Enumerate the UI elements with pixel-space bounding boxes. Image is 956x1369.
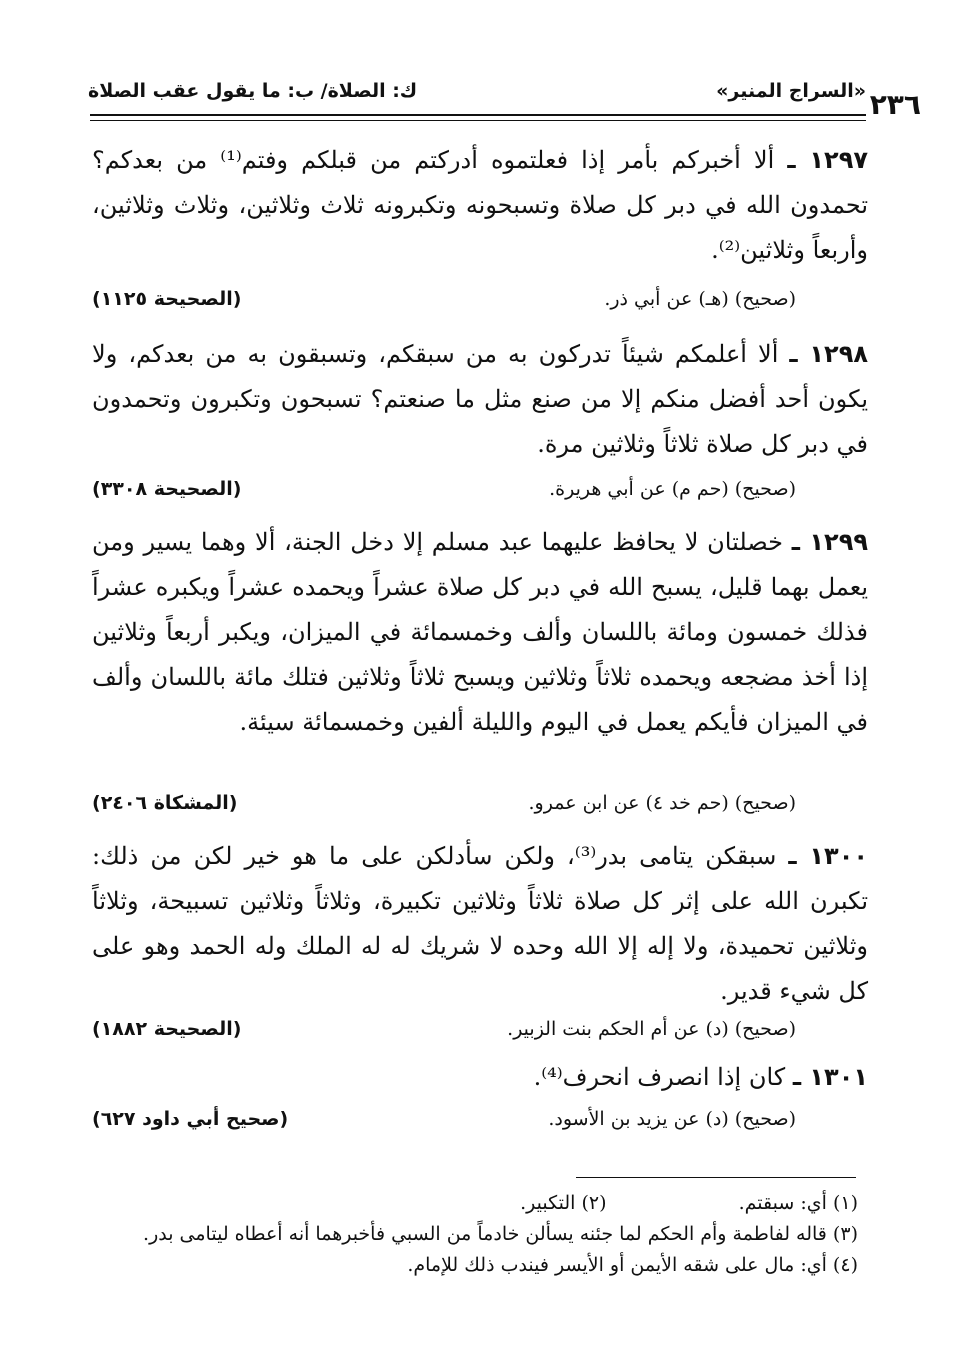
- hadith-text: كان إذا انصرف انحرف⁽⁴⁾.: [533, 1063, 786, 1091]
- hadith-number: ١٢٩٧ ـ: [787, 146, 868, 174]
- footnote-1: (١) أي: سبقتم.: [738, 1192, 858, 1214]
- chapter-title: ك: الصلاة/ ب: ما يقول عقب الصلاة: [88, 80, 418, 102]
- header-rule-thin: [90, 120, 866, 121]
- hadith-text: سبقكن يتامى بدر⁽³⁾، ولكن سأدلكن على ما هو خير لكن من ذلك: تكبرن الله على إثر كل صلاة ثلاثاً وثلاثين تكبيرة، وثلاثاً وثلاثين تسبيحة، وثلاثاً وثلاثين تحميدة، ولا إله إلا الله وحده لا شريك له له الملك وله الحمد وهو على كل شيء قدير.: [92, 842, 868, 1005]
- book-title: «السراج المنير»: [716, 80, 866, 102]
- hadith-grade: (صحيح) (د) عن أم الحكم بنت الزبير.: [507, 1018, 796, 1040]
- hadith-reference: (المشكاة ٢٤٠٦): [92, 792, 238, 814]
- footnote-separator: [576, 1177, 856, 1178]
- hadith-number: ١٣٠٠ ـ: [788, 842, 868, 870]
- hadith-reference: (الصحيحة ١٨٨٢): [92, 1018, 242, 1040]
- hadith-number: ١٣٠١ ـ: [792, 1063, 868, 1091]
- hadith-grade: (صحيح) (هـ) عن أبي ذر.: [604, 288, 796, 310]
- running-header: [88, 80, 921, 121]
- hadith-reference: (الصحيحة ٣٣٠٨): [92, 478, 242, 500]
- footnotes: [98, 1188, 858, 1281]
- footnote-2: (٢) التكبير.: [520, 1192, 607, 1214]
- header-rule-thick: [90, 114, 866, 116]
- hadith-grade: (صحيح) (حم م) عن أبي هريرة.: [549, 478, 796, 500]
- hadith-reference: (الصحيحة ١١٢٥): [92, 288, 242, 310]
- hadith-reference: (صحيح أبي داود ٦٢٧): [92, 1108, 289, 1130]
- hadith-1297: [92, 138, 868, 273]
- hadith-text: ألا أعلمكم شيئاً تدركون به من سبقكم، وتسبقون به من بعدكم، ولا يكون أحد أفضل منكم إلا من صنع مثل ما صنعتم؟ تسبحون وتكبرون وتحمدون في دبر كل صلاة ثلاثاً وثلاثين مرة.: [92, 340, 868, 458]
- footnote-4: (٤) أي: مال على شقه الأيمن أو الأيسر فيندب ذلك للإمام.: [407, 1254, 858, 1276]
- hadith-number: ١٢٩٩ ـ: [791, 528, 868, 556]
- hadith-grade: (صحيح) (د) عن يزيد بن الأسود.: [548, 1108, 796, 1130]
- footnote-3: (٣) قاله لفاطمة وأم الحكم لما جئنه يسألن خادماً من السبي فأخبرهما أنه أعطاه ليتامى بدر.: [143, 1223, 858, 1245]
- hadith-1298: [92, 332, 868, 467]
- footnote-row: [98, 1188, 858, 1219]
- hadith-1301: [92, 1055, 868, 1100]
- hadith-number: ١٢٩٨ ـ: [789, 340, 868, 368]
- hadith-1299: [92, 520, 868, 745]
- hadith-1300: [92, 834, 868, 1014]
- page-number: ٢٣٦: [869, 88, 921, 121]
- hadith-text: خصلتان لا يحافظ عليهما عبد مسلم إلا دخل الجنة، ألا وهما يسير ومن يعمل بهما قليل، يسبح الله في دبر كل صلاة عشراً ويحمده عشراً ويكبره عشراً فذلك خمسون ومائة باللسان وألف وخمسمائة في الميزان، ويكبر أربعاً وثلاثين إذا أخذ مضجعه ويحمده ثلاثاً وثلاثين ويسبح ثلاثاً وثلاثين فتلك مائة باللسان وألف في الميزان فأيكم يعمل في اليوم والليلة ألفين وخمسمائة سيئة.: [92, 528, 868, 736]
- hadith-grade: (صحيح) (حم خد ٤) عن ابن عمرو.: [528, 792, 796, 814]
- hadith-text: ألا أخبركم بأمر إذا فعلتموه أدركتم من قبلكم وفتم⁽¹⁾ من بعدكم؟ تحمدون الله في دبر كل صلاة وتسبحونه وتكبرونه ثلاث وثلاثين، وثلاث وثلاثين، وأربعاً وثلاثين⁽²⁾.: [92, 146, 868, 264]
